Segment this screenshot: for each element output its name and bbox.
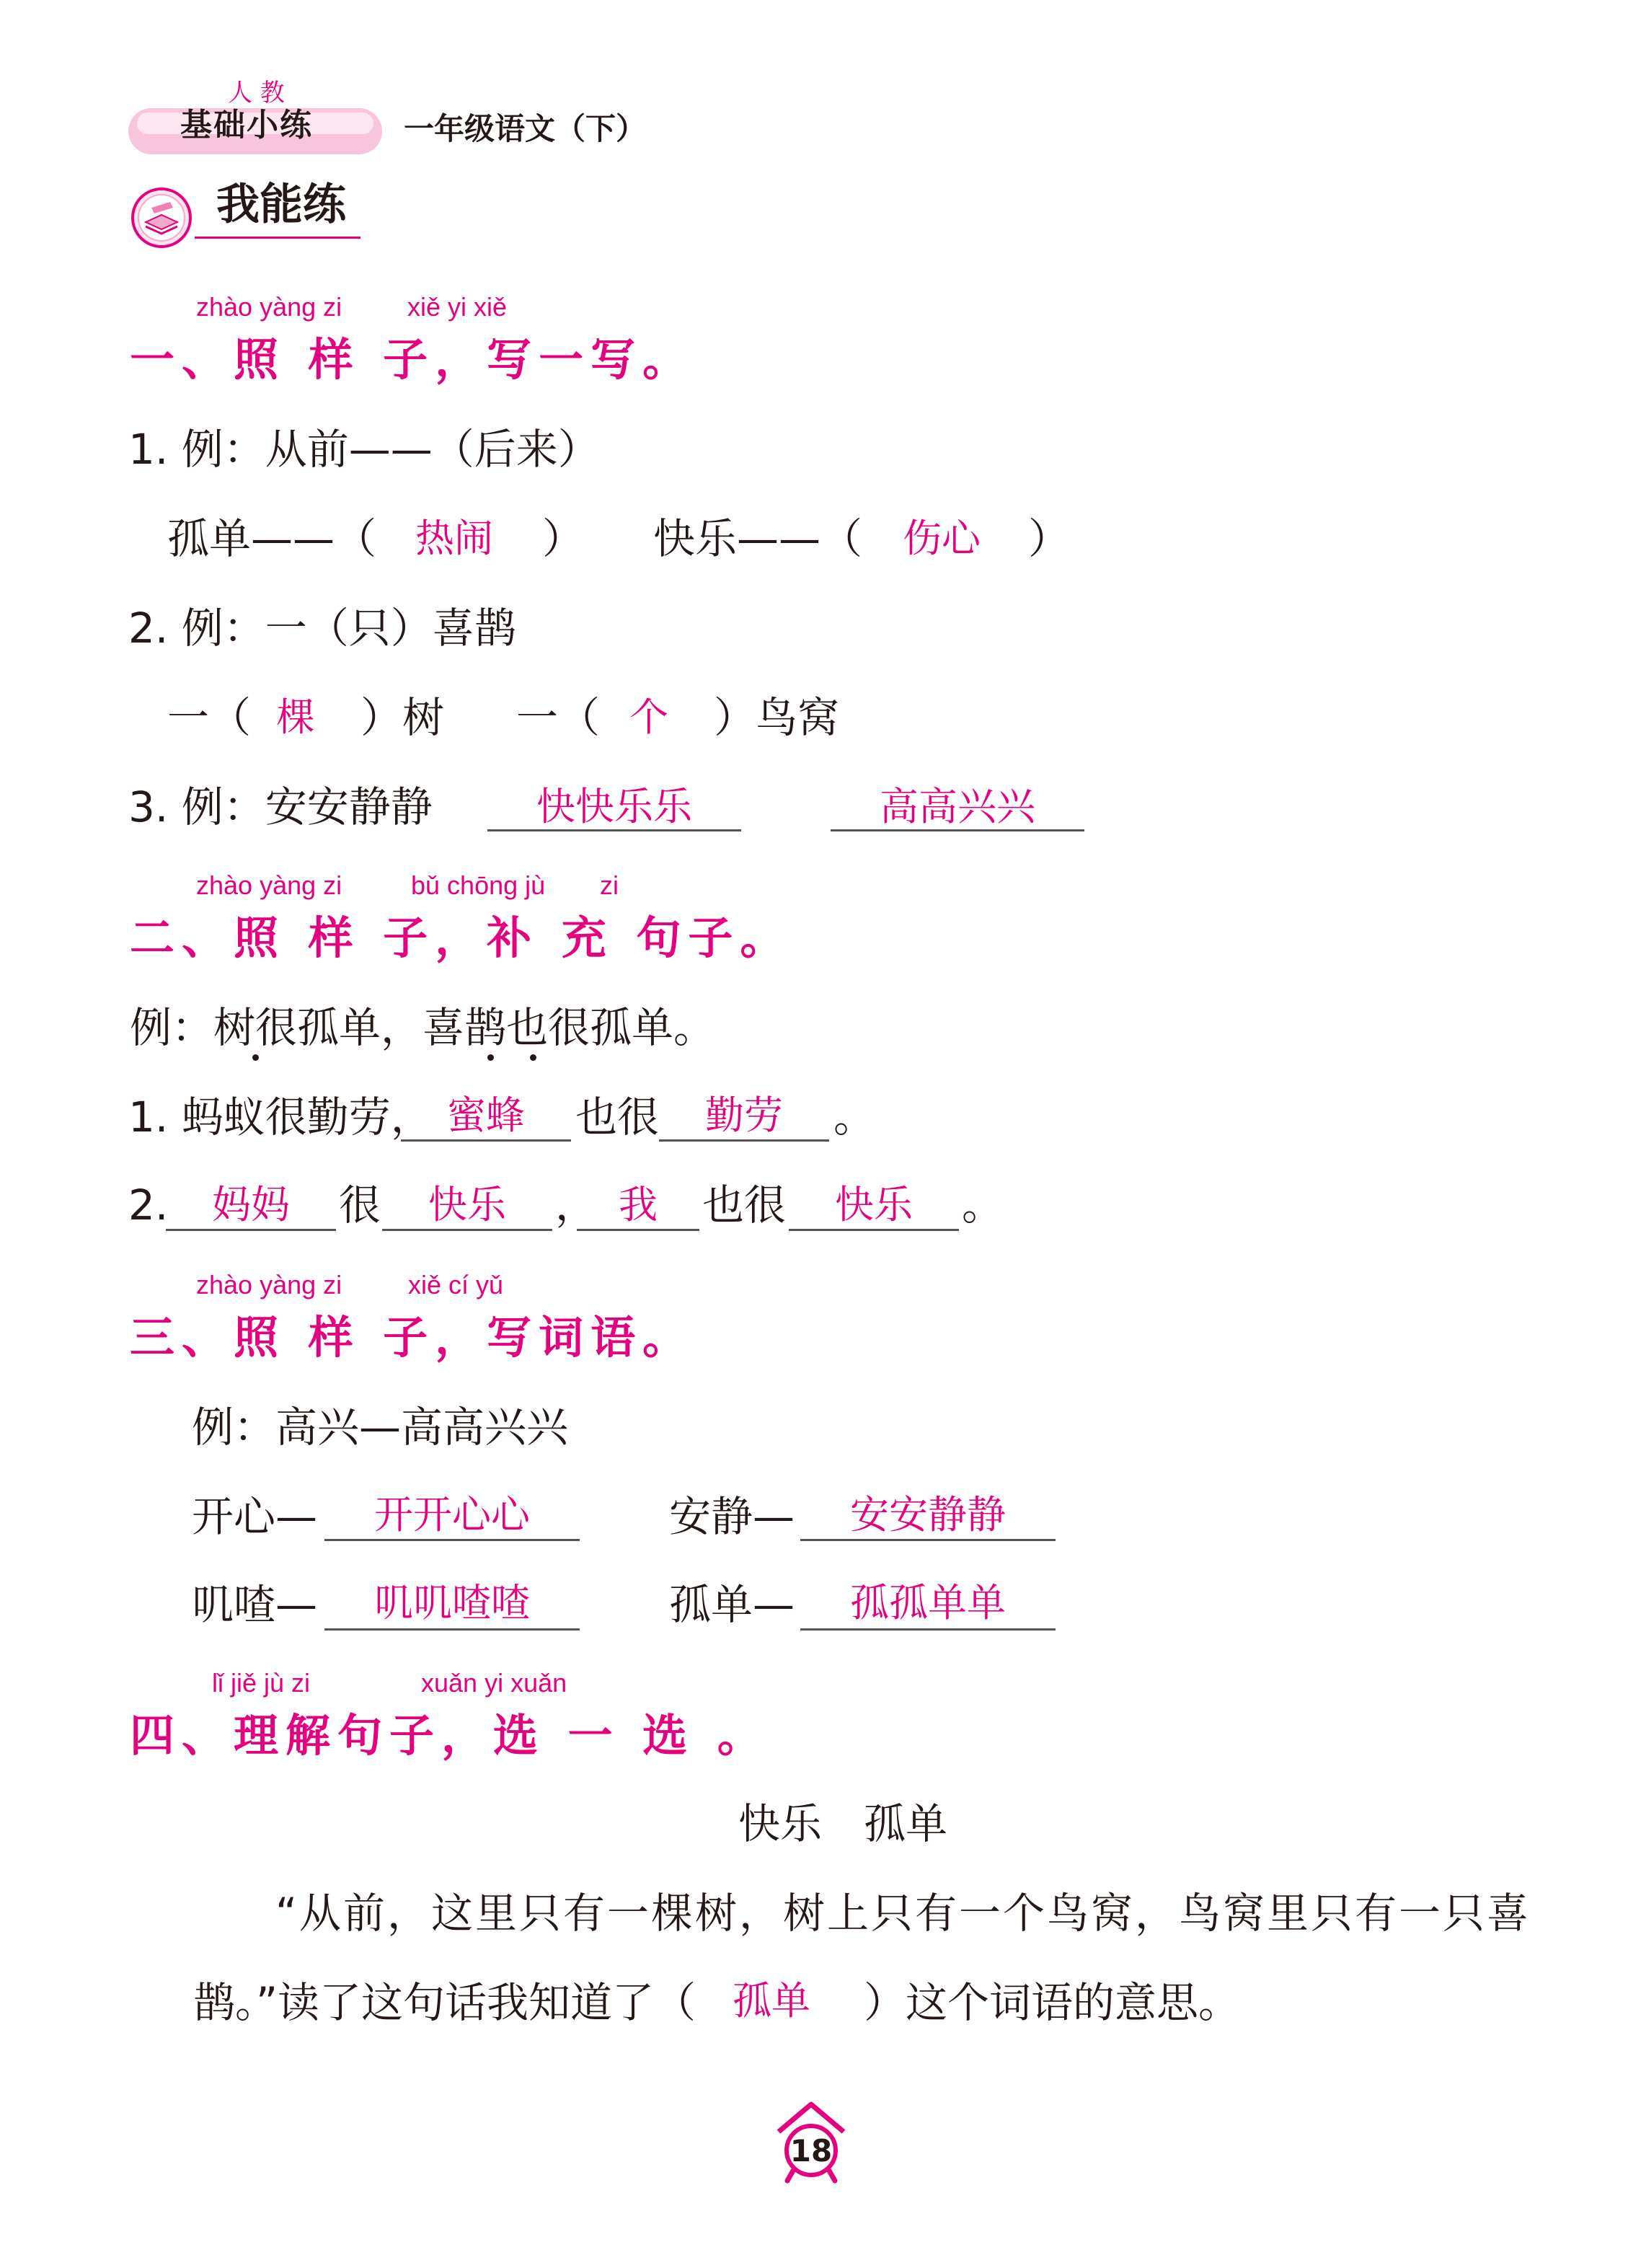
s2-q2-answer-3: 我 bbox=[619, 1182, 658, 1227]
section4-title: 四、理解句子，选 一 选 。 bbox=[130, 1709, 769, 1762]
s1-q1-prompt-2: 快乐——（ bbox=[653, 514, 863, 563]
s3-answer-3: 叽叽喳喳 bbox=[374, 1580, 530, 1625]
s2-q2-label: 2. bbox=[128, 1181, 169, 1230]
emphasis-dot-1 bbox=[252, 1054, 259, 1061]
s1-q3-example: 3. 例：安安静静 bbox=[128, 782, 433, 831]
s4-answer: 孤单 bbox=[733, 1978, 810, 2024]
s1-q1-prompt-1: 孤单——（ bbox=[167, 514, 377, 563]
s1-q2-prompt-1: 一（ bbox=[167, 693, 252, 742]
s1-q3-answer-2: 高高兴兴 bbox=[880, 784, 1035, 829]
badge-title: 我能练 bbox=[216, 180, 346, 230]
s3-prompt-3: 叽喳— bbox=[192, 1580, 318, 1629]
s3-answer-1: 开开心心 bbox=[374, 1492, 530, 1537]
s2-q2-line-4 bbox=[789, 1229, 959, 1231]
s2-q1-line-1 bbox=[401, 1139, 571, 1142]
header-series: 基础小练 bbox=[180, 107, 313, 144]
s2-q2-comma: ， bbox=[555, 1181, 598, 1230]
s1-q3-line-2 bbox=[831, 829, 1084, 831]
s2-q1-end: 。 bbox=[833, 1093, 876, 1142]
s2-q2-line-3 bbox=[577, 1229, 699, 1231]
s3-prompt-4: 孤单— bbox=[669, 1580, 795, 1629]
emphasis-dot-2 bbox=[487, 1054, 494, 1061]
s3-answer-4: 孤孤单单 bbox=[850, 1580, 1006, 1625]
s1-q2-answer-1: 棵 bbox=[276, 694, 315, 740]
s2-q2-word-1: 很 bbox=[339, 1181, 381, 1230]
section1-pinyin-1: zhào yàng zi bbox=[196, 292, 342, 322]
book-icon bbox=[130, 186, 193, 250]
s3-prompt-1: 开心— bbox=[192, 1492, 318, 1541]
s2-q2-answer-2: 快乐 bbox=[428, 1182, 506, 1227]
s1-q3-line-1 bbox=[487, 829, 741, 831]
s1-q2-example: 2. 例：一（只）喜鹊 bbox=[128, 604, 516, 653]
section4-pinyin-1: lǐ jiě jù zi bbox=[212, 1668, 311, 1698]
s3-line-2 bbox=[800, 1539, 1056, 1541]
s2-q2-end: 。 bbox=[962, 1181, 1004, 1230]
s4-options: 快乐 孤单 bbox=[738, 1799, 948, 1848]
s2-q1-answer-1: 蜜蜂 bbox=[447, 1093, 525, 1138]
s4-paragraph-line-2-post: ）这个词语的意思。 bbox=[864, 1978, 1241, 2027]
section1-pinyin-2: xiě yi xiě bbox=[407, 292, 508, 322]
s3-prompt-2: 安静— bbox=[669, 1492, 795, 1541]
s2-q2-answer-4: 快乐 bbox=[835, 1182, 913, 1227]
header-publisher: 人 教 bbox=[228, 79, 285, 107]
section2-pinyin-1: zhào yàng zi bbox=[196, 870, 342, 900]
section2-pinyin-3: zi bbox=[600, 870, 619, 900]
s4-paragraph-line-1: “从前，这里只有一棵树，树上只有一个鸟窝，鸟窝里只有一只喜 bbox=[275, 1889, 1531, 1938]
s2-example: 例：树很孤单，喜鹊也很孤单。 bbox=[130, 1003, 716, 1052]
s1-q2-answer-2: 个 bbox=[629, 694, 668, 740]
s1-q1-close-1: ） bbox=[542, 514, 585, 563]
s2-q2-line-2 bbox=[382, 1229, 552, 1231]
section1-title: 一、照 样 子，写一写。 bbox=[130, 333, 695, 386]
s2-q1-mid: 也很 bbox=[575, 1093, 660, 1142]
s1-q2-close-2: ）鸟窝 bbox=[714, 693, 840, 742]
s1-q2-prompt-2: 一（ bbox=[516, 693, 601, 742]
s3-line-4 bbox=[800, 1628, 1056, 1631]
s1-q3-answer-1: 快快乐乐 bbox=[536, 784, 692, 829]
s2-q2-line-1 bbox=[166, 1229, 336, 1231]
page-number: 18 bbox=[789, 2133, 833, 2168]
header-subject: 一年级语文（下） bbox=[404, 111, 647, 146]
section3-pinyin-1: zhào yàng zi bbox=[196, 1270, 342, 1300]
s3-line-1 bbox=[324, 1539, 580, 1541]
s1-q1-answer-2: 伤心 bbox=[903, 516, 981, 561]
s1-q1-example: 1. 例：从前——（后来） bbox=[128, 425, 600, 474]
section4-pinyin-2: xuǎn yi xuǎn bbox=[421, 1668, 567, 1698]
s2-q2-answer-1: 妈妈 bbox=[212, 1182, 290, 1227]
s4-paragraph-line-2-pre: 鹊。”读了这句话我知道了（ bbox=[193, 1978, 696, 2027]
s2-q1-line-2 bbox=[659, 1139, 829, 1142]
emphasis-dot-3 bbox=[530, 1054, 536, 1061]
section3-title: 三、照 样 子，写词语。 bbox=[130, 1311, 695, 1364]
s1-q2-close-1: ）树 bbox=[360, 693, 445, 742]
s2-q1-label: 1. 蚂蚁很勤劳， bbox=[128, 1093, 433, 1142]
s2-q1-answer-2: 勤劳 bbox=[705, 1093, 783, 1138]
s3-example: 例：高兴—高高兴兴 bbox=[192, 1403, 569, 1452]
badge-underline bbox=[195, 237, 360, 239]
s2-q2-word-2: 也很 bbox=[702, 1181, 787, 1230]
s3-line-3 bbox=[324, 1628, 580, 1631]
section2-pinyin-2: bǔ chōng jù bbox=[411, 870, 546, 900]
section3-pinyin-2: xiě cí yǔ bbox=[408, 1270, 504, 1300]
section2-title: 二、照 样 子，补 充 句子。 bbox=[130, 912, 792, 964]
s1-q1-answer-1: 热闹 bbox=[415, 516, 493, 561]
s3-answer-2: 安安静静 bbox=[850, 1492, 1006, 1537]
s1-q1-close-2: ） bbox=[1028, 514, 1071, 563]
